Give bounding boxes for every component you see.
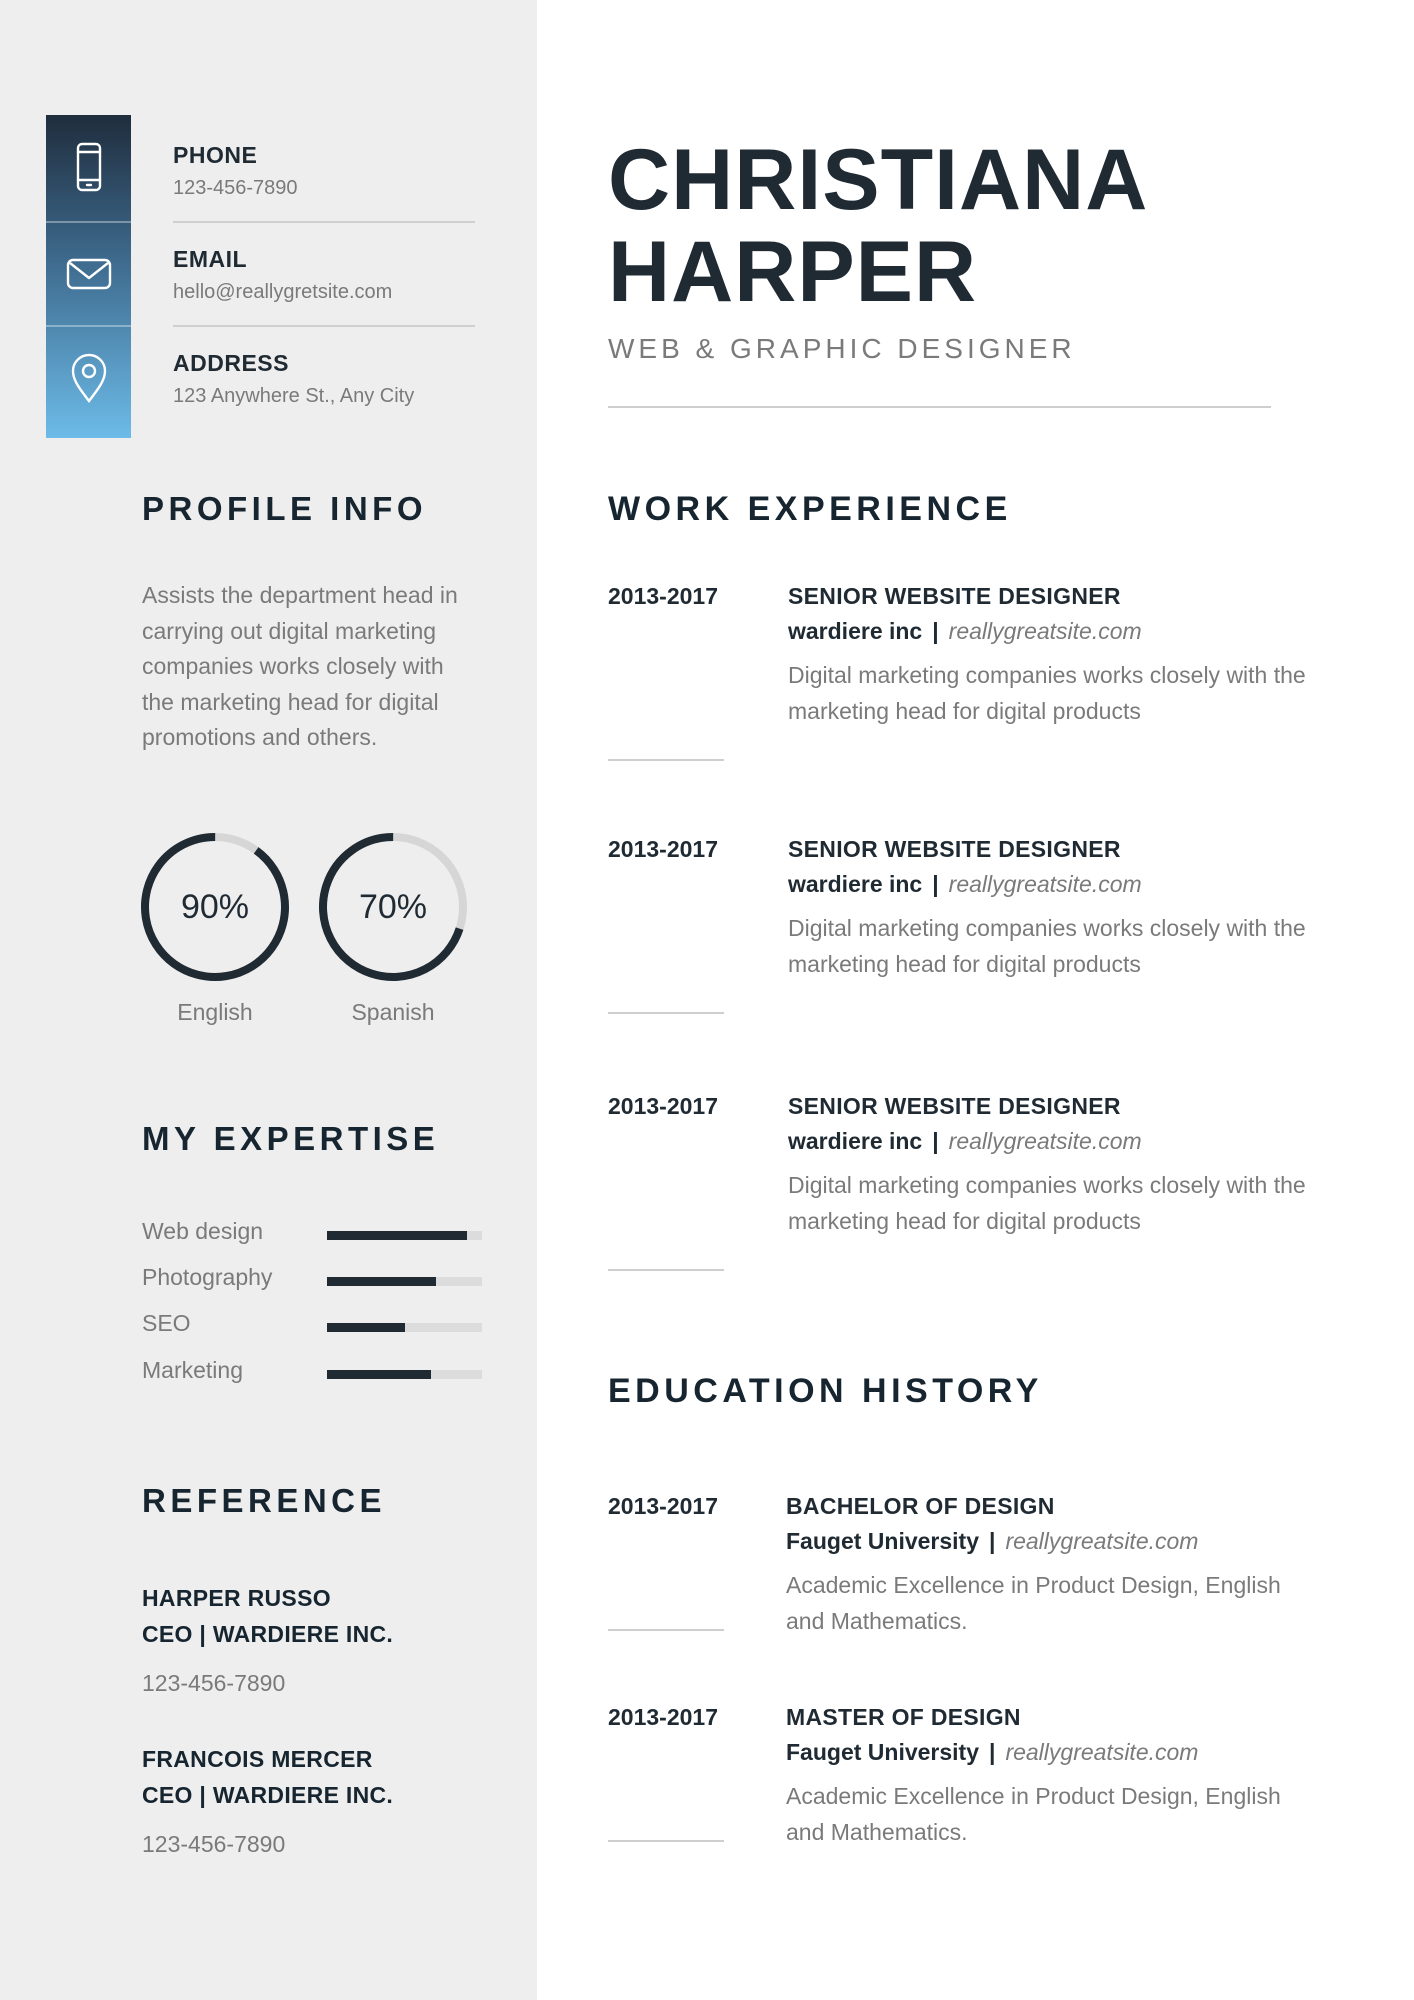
location-pin-icon [46,325,131,428]
education-degree: BACHELOR OF DESIGN [786,1493,1055,1519]
divider [608,1012,724,1014]
education-details [786,1493,1306,1639]
divider [608,1629,724,1631]
education-school: Fauget University [786,1739,979,1765]
skill-name: Marketing [142,1357,243,1383]
work-role: SENIOR WEBSITE DESIGNER [788,583,1121,609]
education-school: Fauget University [786,1528,979,1554]
separator: | [989,1528,996,1554]
full-name [608,134,1148,318]
divider [608,406,1271,408]
work-details [788,583,1308,729]
contact-icon-strip [46,115,131,438]
address-label: ADDRESS [173,350,289,376]
separator: | [989,1739,996,1765]
work-company: wardiere inc [788,871,923,897]
reference-name [142,1580,393,1652]
skill-bar-fill [327,1277,436,1286]
divider [608,759,724,761]
skill-bar-fill [327,1370,431,1379]
first-name: CHRISTIANA [608,132,1149,228]
email-value[interactable]: hello@reallygretsite.com [173,281,393,303]
language-name-spanish: Spanish [351,999,435,1025]
skill-name: SEO [142,1310,191,1336]
work-heading: WORK EXPERIENCE [608,490,1012,528]
reference-name [142,1741,393,1813]
last-name: HARPER [608,224,978,320]
work-description: Digital marketing companies works closely with the marketing head for digital products [788,915,1306,977]
skill-name: Photography [142,1264,273,1290]
work-years: 2013-2017 [608,583,718,609]
email-label: EMAIL [173,246,248,272]
education-school-line [786,1739,1306,1766]
language-name-english: English [177,999,253,1025]
reference-phone[interactable]: 123-456-7890 [142,1831,286,1857]
education-site-link[interactable]: reallygreatsite.com [1005,1739,1199,1765]
work-org-line [788,618,1308,645]
education-heading: EDUCATION HISTORY [608,1372,1043,1410]
separator: | [932,871,939,897]
work-site-link[interactable]: reallygreatsite.com [948,871,1142,897]
work-role: SENIOR WEBSITE DESIGNER [788,836,1121,862]
phone-label: PHONE [173,142,258,168]
work-years: 2013-2017 [608,836,718,862]
education-school-line [786,1528,1306,1555]
divider [608,1269,724,1271]
skill-bar-fill [327,1323,405,1332]
phone-value[interactable]: 123-456-7890 [173,177,298,199]
education-site-link[interactable]: reallygreatsite.com [1005,1528,1199,1554]
education-details [786,1704,1306,1850]
work-details [788,1093,1308,1239]
language-gauge-english [140,832,290,982]
reference-person-name: HARPER RUSSO [142,1585,331,1611]
work-org-line [788,871,1308,898]
expertise-heading: MY EXPERTISE [142,1120,440,1157]
work-site-link[interactable]: reallygreatsite.com [948,1128,1142,1154]
language-gauge-spanish [318,832,468,982]
profile-heading: PROFILE INFO [142,490,427,527]
skill-bar [327,1323,482,1332]
separator: | [932,1128,939,1154]
work-role: SENIOR WEBSITE DESIGNER [788,1093,1121,1119]
reference-person-role: CEO | WARDIERE INC. [142,1782,394,1808]
education-degree: MASTER OF DESIGN [786,1704,1021,1730]
work-description: Digital marketing companies works closely with the marketing head for digital products [788,1172,1306,1234]
gauge-percent-spanish: 70% [358,887,428,926]
skill-bar [327,1277,482,1286]
reference-person-role: CEO | WARDIERE INC. [142,1621,394,1647]
work-details [788,836,1308,982]
reference-phone[interactable]: 123-456-7890 [142,1670,286,1696]
skill-bar [327,1231,482,1240]
divider [173,221,475,223]
work-company: wardiere inc [788,1128,923,1154]
skill-bar [327,1370,482,1379]
contact-email [173,246,473,304]
contact-address [173,350,473,408]
education-years: 2013-2017 [608,1493,718,1519]
skill-bar-fill [327,1231,467,1240]
reference-person-name: FRANCOIS MERCER [142,1746,373,1772]
phone-icon [46,115,131,218]
profile-text: Assists the department head in carrying out digital marketing companies works closely with the marketing head for digital promotions and others. [142,582,458,750]
work-company: wardiere inc [788,618,923,644]
education-description: Academic Excellence in Product Design, English and Mathematics. [786,1572,1281,1634]
skill-name: Web design [142,1218,264,1244]
gauge-percent-english: 90% [180,887,250,926]
job-title: WEB & GRAPHIC DESIGNER [608,333,1076,364]
work-years: 2013-2017 [608,1093,718,1119]
address-value: 123 Anywhere St., Any City [173,385,415,407]
work-description: Digital marketing companies works closely with the marketing head for digital products [788,662,1306,724]
mail-icon [46,221,131,324]
divider [608,1840,724,1842]
work-org-line [788,1128,1308,1155]
contact-phone [173,142,473,200]
separator: | [932,618,939,644]
work-site-link[interactable]: reallygreatsite.com [948,618,1142,644]
education-description: Academic Excellence in Product Design, English and Mathematics. [786,1783,1281,1845]
education-years: 2013-2017 [608,1704,718,1730]
reference-heading: REFERENCE [142,1482,387,1519]
divider [173,325,475,327]
